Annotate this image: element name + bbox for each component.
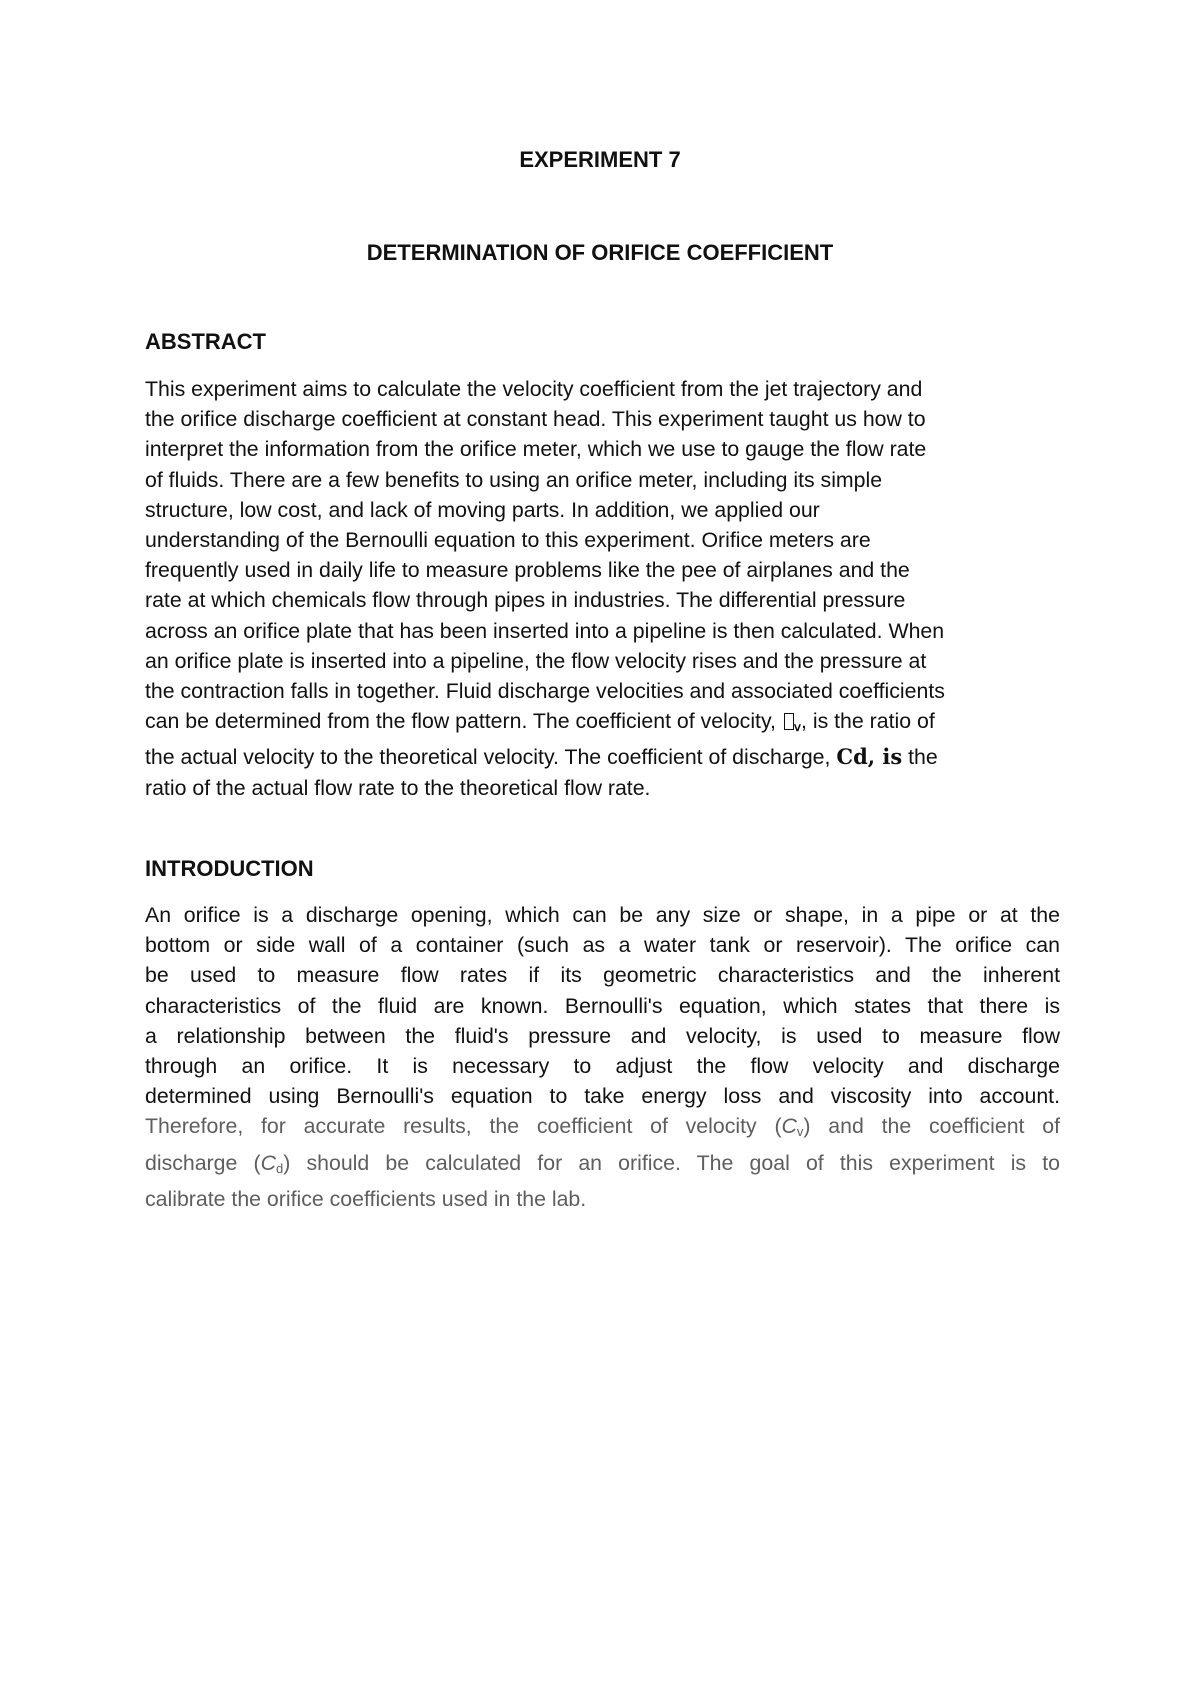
intro-text: ) should be calculated for an orifice. The goal of this experiment is to (283, 1150, 1060, 1175)
introduction-heading: INTRODUCTION (145, 856, 314, 881)
abstract-line: the contraction falls in together. Fluid discharge velocities and associated coefficients (145, 679, 945, 704)
intro-line: be used to measure flow rates if its geometric characteristics and the inherent (145, 963, 1060, 988)
abstract-line-text: , is the ratio of (801, 709, 935, 734)
abstract-line-text: the actual velocity to the theoretical velocity. The coefficient of discharge, (145, 745, 831, 770)
cv-subscript: v (796, 1124, 804, 1140)
abstract-heading: ABSTRACT (145, 329, 266, 354)
intro-line: characteristics of the fluid are known. Bernoulli's equation, which states that there is (145, 993, 1060, 1018)
experiment-title: EXPERIMENT 7 (519, 147, 681, 172)
abstract-line: of fluids. There are a few benefits to using an orifice meter, including its simple (145, 467, 883, 492)
cv-symbol-subscript: ⅴ (793, 720, 801, 735)
intro-line: An orifice is a discharge opening, which can be any size or shape, in a pipe or at the (145, 903, 1060, 927)
abstract-paragraph (145, 374, 1060, 803)
abstract-line: the orifice discharge coefficient at constant head. This experiment taught us how to (145, 407, 926, 432)
abstract-line: This experiment aims to calculate the velocity coefficient from the jet trajectory and (145, 377, 923, 401)
abstract-line-text: the (908, 745, 938, 770)
intro-line (145, 1148, 1060, 1184)
abstract-line: ratio of the actual flow rate to the theoretical flow rate. (145, 775, 651, 800)
experiment-subtitle: DETERMINATION OF ORIFICE COEFFICIENT (366, 240, 834, 265)
abstract-line: an orifice plate is inserted into a pipeline, the flow velocity rises and the pressure at (145, 648, 927, 673)
intro-text: ) and the coefficient of (803, 1114, 1060, 1139)
cd-letter: C (260, 1150, 276, 1175)
intro-line (145, 1111, 1060, 1147)
intro-line: calibrate the orifice coefficients used in the lab. (145, 1186, 587, 1211)
abstract-line: interpret the information from the orifice meter, which we use to gauge the flow rate (145, 437, 927, 462)
cd-subscript: d (276, 1160, 284, 1176)
abstract-line: structure, low cost, and lack of moving parts. In addition, we applied our (145, 497, 820, 522)
abstract-line: across an orifice plate that has been inserted into a pipeline is then calculated. When (145, 618, 945, 643)
intro-line: bottom or side wall of a container (such as a water tank or reservoir). The orifice can (145, 933, 1060, 958)
cd-symbol: Cd, is (836, 744, 903, 770)
abstract-line (145, 706, 1060, 742)
abstract-line: frequently used in daily life to measure problems like the pee of airplanes and the (145, 558, 910, 583)
intro-line: a relationship between the fluid's pressure and velocity, is used to measure flow (145, 1023, 1060, 1048)
intro-line: through an orifice. It is necessary to adjust the flow velocity and discharge (145, 1054, 1060, 1079)
abstract-line (145, 742, 1060, 772)
intro-text: discharge ( (145, 1150, 261, 1175)
introduction-paragraph (145, 900, 1060, 1214)
abstract-line-text: can be determined from the flow pattern. The coefficient of velocity, (145, 709, 776, 734)
abstract-line: rate at which chemicals flow through pipes in industries. The differential pressure (145, 588, 906, 613)
intro-line: determined using Bernoulli's equation to take energy loss and viscosity into account. (145, 1084, 1060, 1109)
cv-letter: C (781, 1114, 797, 1139)
missing-glyph-box-icon (784, 713, 794, 730)
abstract-line: understanding of the Bernoulli equation to this experiment. Orifice meters are (145, 528, 871, 553)
intro-text: Therefore, for accurate results, the coefficient of velocity ( (145, 1114, 782, 1139)
